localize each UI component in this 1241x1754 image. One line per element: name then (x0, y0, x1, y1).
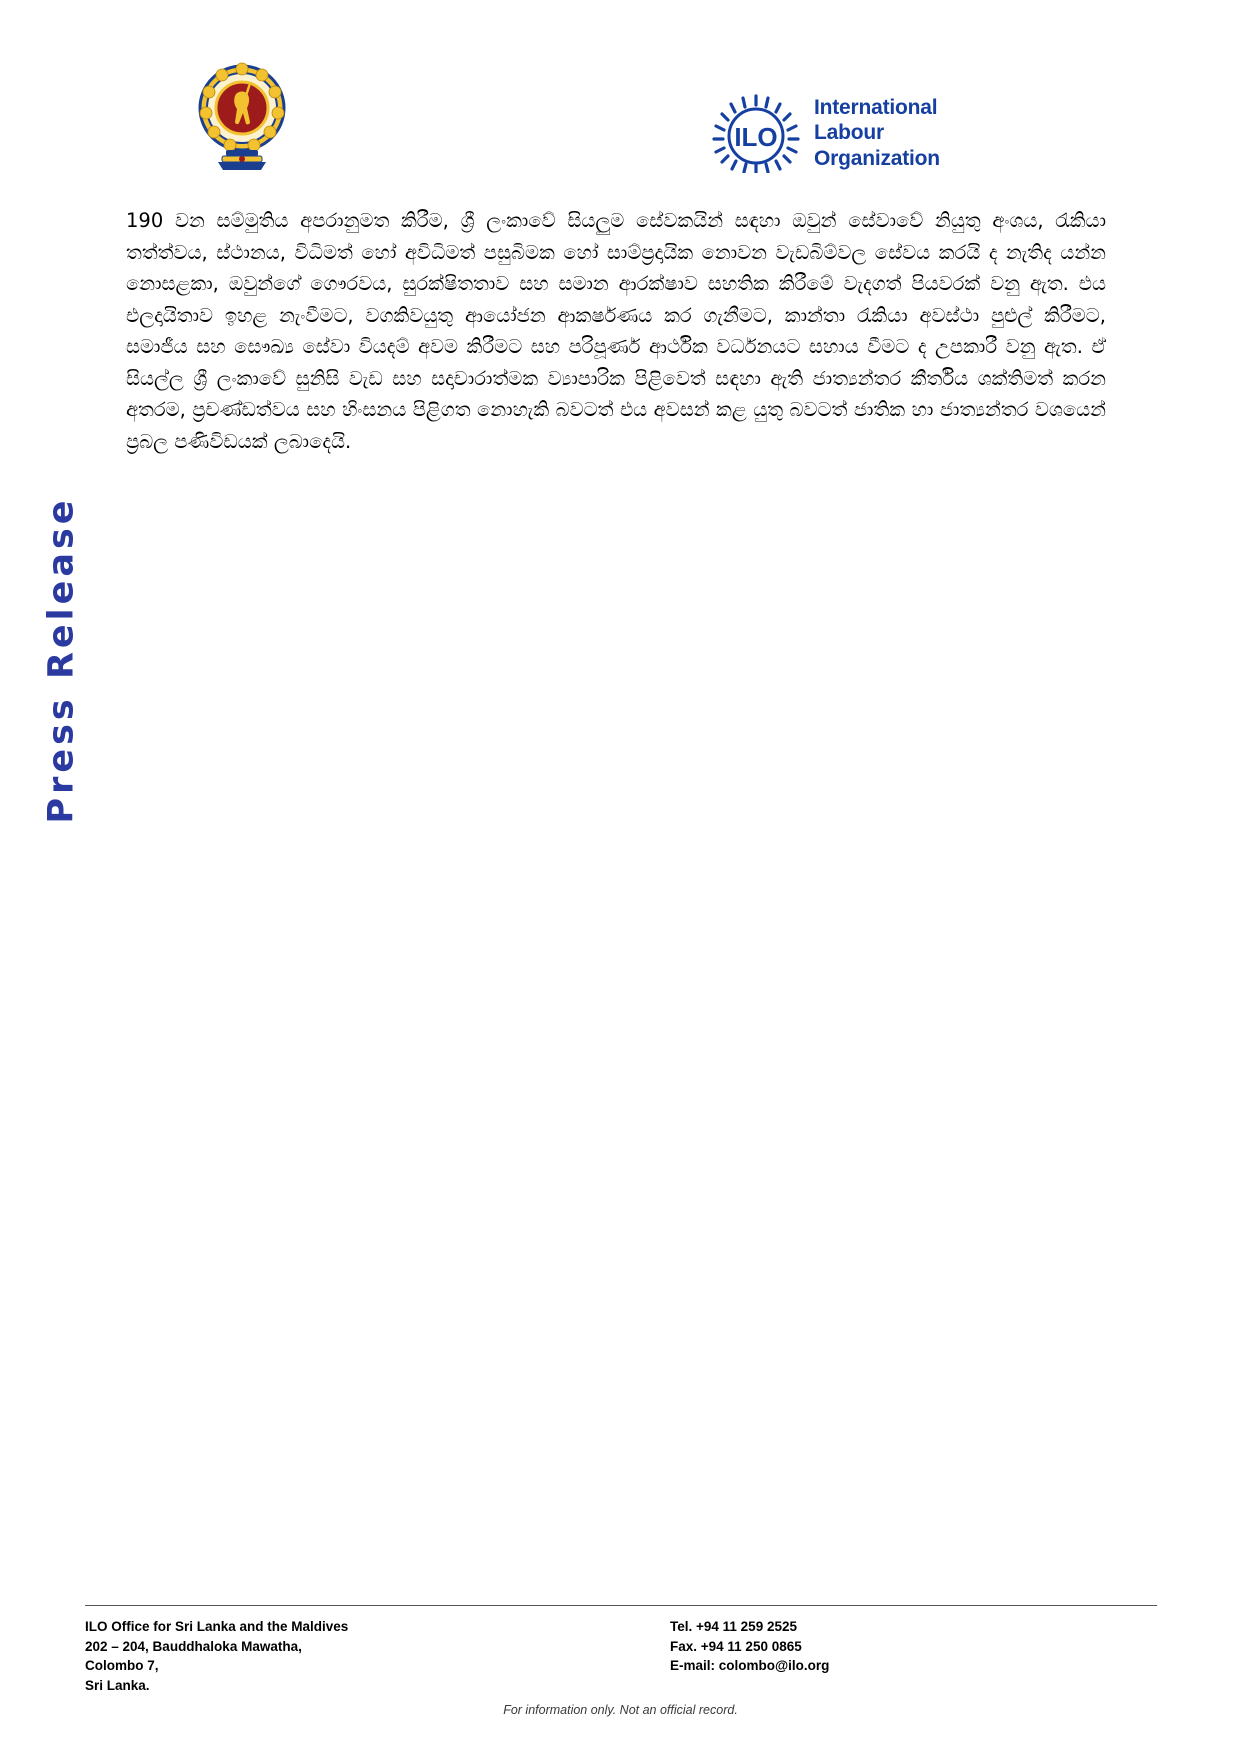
footer-address-line-3: Sri Lanka. (85, 1678, 150, 1694)
footer-fax: Fax. +94 11 250 0865 (670, 1638, 802, 1654)
sri-lanka-national-emblem-icon (196, 58, 288, 176)
ilo-wordmark (814, 95, 940, 172)
footer-disclaimer: For information only. Not an official record. (503, 1703, 738, 1717)
ilo-wordmark-line-3: Organization (814, 146, 940, 170)
press-release-vertical-title-text: Press Release (42, 496, 82, 824)
footer-address-block (85, 1617, 605, 1696)
footer-contact-block (670, 1617, 1090, 1676)
footer-address-line-1: 202 – 204, Bauddhaloka Mawatha, (85, 1638, 302, 1654)
footer-divider (85, 1605, 1157, 1606)
press-release-body-paragraph: 190 වන සම්මුතිය අපරානුමත කිරීම, ශ්‍රී ලංකාවේ සියලුම සේවකයින් සඳහා ඔවුන් සේවාවේ නියුතු අංශය, රැකියා තත්ත්වය, ස්ථානය, විධිමත් හෝ අවිධිමත් පසුබිමක හෝ සාම්ප්‍රදායික නොවන වැඩබිම්වල සේවය කරයි ද නැතිද යන්න නොසළකා, ඔවුන්ගේ ගෞරවය, සුරක්ෂිතතාව සහ සමාන ආරක්ෂාව සහතික කිරීමේ වැදගත් පියවරක් වනු ඇත. එය එලදායිතාව ඉහළ නැංවීමට, වගකිවයුතු ආයෝජන ආකර්ෂණය කර ගැනීමට, කාන්තා රැකියා අවස්ථා පුළුල් කිරීමට, සමාජීය සහ සෞඛ්‍ය සේවා වියදම් අවම කිරීමට සහ පරිපූර්ණ ආර්ථික වර්ධනයට සහාය වීමට ද උපකාරී වනු ඇත. ඒ සියල්ල ශ්‍රී ලංකාවේ සුනිසි වැඩ සහ සදාචාරාත්මක ව්‍යාපාරික පිළිවෙත් සඳහා ඇති ජාත්‍යන්තර කීර්තිය ශක්තිමත් කරන අතරම, ප්‍රචණ්ඩත්වය සහ හිංසනය පිළිගත නොහැකි බවටත් එය අවසන් කළ යුතු බවටත් ජාතික හා ජාත්‍යන්තර වශයෙන් ප්‍රබල පණිවිඩයක් ලබාදෙයි. (126, 209, 1106, 454)
ilo-wordmark-line-2: Labour (814, 121, 884, 145)
ilo-logo (710, 88, 960, 178)
ilo-wordmark-line-1: International (814, 95, 938, 119)
press-release-vertical-title (22, 496, 102, 1020)
footer-email[interactable]: E-mail: colombo@ilo.org (670, 1658, 830, 1674)
svg-text:ILO: ILO (734, 122, 778, 152)
ilo-logo-icon (710, 93, 802, 173)
document-header (0, 0, 1241, 200)
footer-address-line-2: Colombo 7, (85, 1658, 159, 1674)
footer-office-name: ILO Office for Sri Lanka and the Maldives (85, 1619, 349, 1634)
footer-telephone: Tel. +94 11 259 2525 (670, 1619, 797, 1634)
